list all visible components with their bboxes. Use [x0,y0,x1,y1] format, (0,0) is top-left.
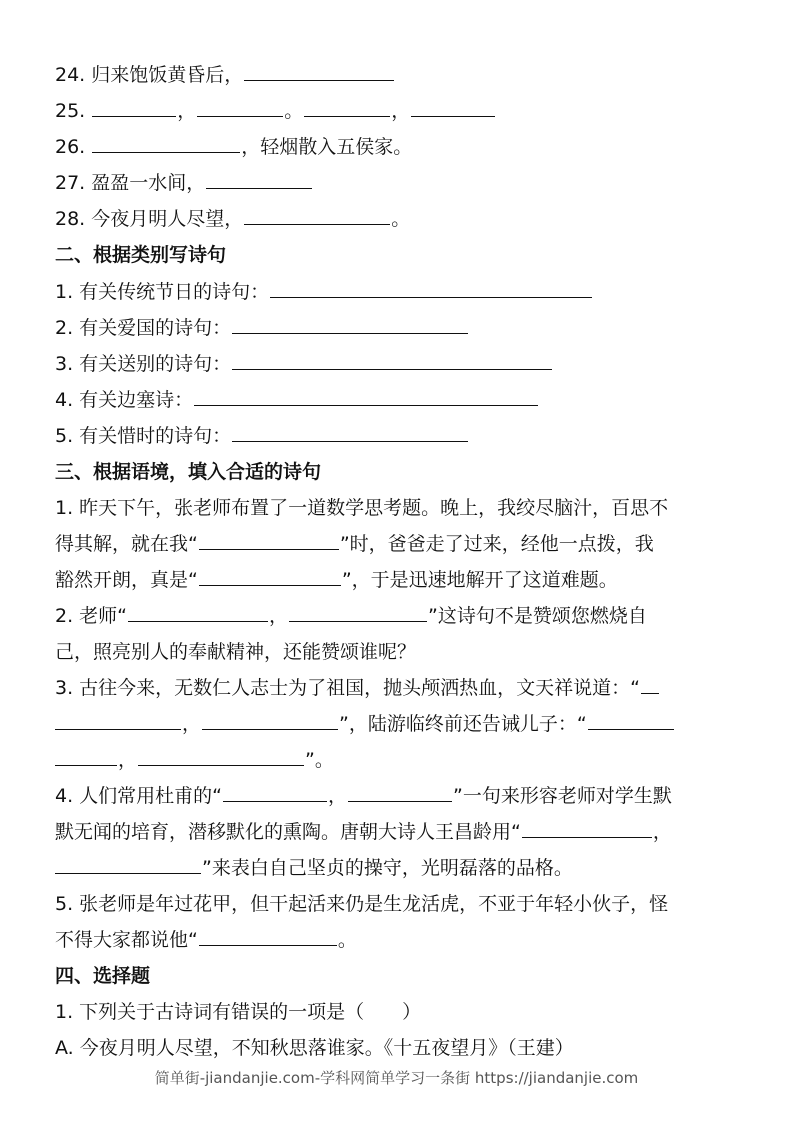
question-number: 27. [55,172,86,194]
question-24 [55,63,745,87]
item-text: 5. 有关惜时的诗句： [55,425,232,447]
choice-question-1: 1. 下列关于古诗词有错误的一项是（ ） [55,1001,422,1023]
footer-watermark: 简单街-jiandanjie.com-学科网简单学习一条街 https://jiandanjie.com [154,1069,639,1087]
question-27 [55,171,745,195]
punctuation: 。 [284,100,304,122]
punctuation: ， [328,785,348,807]
item-text: 得其解，就在我“ [55,533,198,555]
context-question-2-line-2: 己，照亮别人的奉献精神，还能赞颂谁呢？ [55,641,417,663]
punctuation: ， [652,821,672,843]
answer-blank[interactable] [289,620,427,622]
context-question-3-line-2 [55,712,745,736]
question-number: 25. [55,100,86,122]
punctuation: 。 [391,208,411,230]
answer-blank[interactable] [199,548,339,550]
answer-blank[interactable] [55,728,181,730]
question-number: 26. [55,136,86,158]
punctuation: ， [269,605,289,627]
section-heading: 三、根据语境，填入合适的诗句 [55,461,322,483]
context-question-3-line-3 [55,748,745,772]
item-text: 3. 有关送别的诗句： [55,353,232,375]
item-text: ”，陆游临终前还告诫儿子：“ [339,713,587,735]
item-text: 3. 古往今来，无数仁人志士为了祖国，抛头颅洒热血，文天祥说道：“ [55,677,641,699]
context-question-1-line-3 [55,568,745,592]
answer-blank[interactable] [270,296,592,298]
answer-blank[interactable] [348,800,452,802]
answer-blank[interactable] [206,187,312,189]
context-question-4-line-3 [55,856,745,880]
question-number: 28. [55,208,86,230]
answer-blank[interactable] [199,944,337,946]
question-28 [55,207,745,231]
item-text: ”来表白自己坚贞的操守，光明磊落的品格。 [202,857,573,879]
answer-blank[interactable] [244,223,390,225]
answer-blank[interactable] [588,728,674,730]
item-text: ”时，爸爸走了过来，经他一点拨，我 [339,533,654,555]
section-heading: 四、选择题 [55,965,151,987]
question-text: 盈盈一水间， [91,172,206,194]
answer-blank[interactable] [92,115,176,117]
item-text: 2. 有关爱国的诗句： [55,317,232,339]
category-item [55,388,745,412]
context-question-4-line-2 [55,820,745,844]
category-item [55,424,745,448]
punctuation: ， [391,100,411,122]
punctuation: ， [182,713,202,735]
section-heading: 二、根据类别写诗句 [55,244,227,266]
context-question-2-line-1 [55,604,745,628]
answer-blank[interactable] [411,115,495,117]
category-item [55,316,745,340]
item-text: 4. 有关边塞诗： [55,389,194,411]
answer-blank[interactable] [304,115,390,117]
question-text: 归来饱饭黄昏后， [91,64,244,86]
answer-blank[interactable] [55,764,117,766]
answer-blank[interactable] [197,115,283,117]
answer-blank[interactable] [232,368,552,370]
item-text: 4. 人们常用杜甫的“ [55,785,223,807]
question-text: 今夜月明人尽望， [91,208,244,230]
question-26 [55,135,745,159]
context-question-5-line-1: 5. 张老师是年过花甲，但干起活来仍是生龙活虎，不亚于年轻小伙子，怪 [55,893,669,915]
item-text: 2. 老师“ [55,605,128,627]
answer-blank[interactable] [641,692,659,694]
item-text: 默无闻的培育，潜移默化的熏陶。唐朝大诗人王昌龄用“ [55,821,521,843]
category-item [55,352,745,376]
category-item [55,280,745,304]
answer-blank[interactable] [128,620,268,622]
item-text: 1. 有关传统节日的诗句： [55,281,270,303]
context-question-1-line-2 [55,532,745,556]
answer-blank[interactable] [244,79,394,81]
answer-blank[interactable] [55,872,201,874]
punctuation: ”。 [305,749,334,771]
question-text: ，轻烟散入五侯家。 [241,136,413,158]
answer-blank[interactable] [232,332,468,334]
item-text: ”这诗句不是赞颂您燃烧自 [428,605,647,627]
answer-blank[interactable] [199,584,341,586]
punctuation: 。 [337,929,357,951]
item-text: 不得大家都说他“ [55,929,198,951]
punctuation: ， [177,100,197,122]
item-text: ”，于是迅速地解开了这道难题。 [341,569,618,591]
answer-blank[interactable] [232,440,468,442]
context-question-5-line-2 [55,928,745,952]
context-question-1-line-1: 1. 昨天下午，张老师布置了一道数学思考题。晚上，我绞尽脑汁，百思不 [55,497,669,519]
context-question-3-line-1 [55,676,745,700]
answer-blank[interactable] [522,836,652,838]
question-25 [55,99,745,123]
option-a: A. 今夜月明人尽望，不知秋思落谁家。《十五夜望月》（王建） [55,1037,574,1059]
answer-blank[interactable] [223,800,327,802]
item-text: ”一句来形容老师对学生默 [453,785,672,807]
question-number: 24. [55,64,86,86]
answer-blank[interactable] [138,764,304,766]
answer-blank[interactable] [202,728,338,730]
context-question-4-line-1 [55,784,745,808]
item-text: 豁然开朗，真是“ [55,569,198,591]
punctuation: ， [118,749,138,771]
answer-blank[interactable] [194,404,538,406]
answer-blank[interactable] [92,151,240,153]
